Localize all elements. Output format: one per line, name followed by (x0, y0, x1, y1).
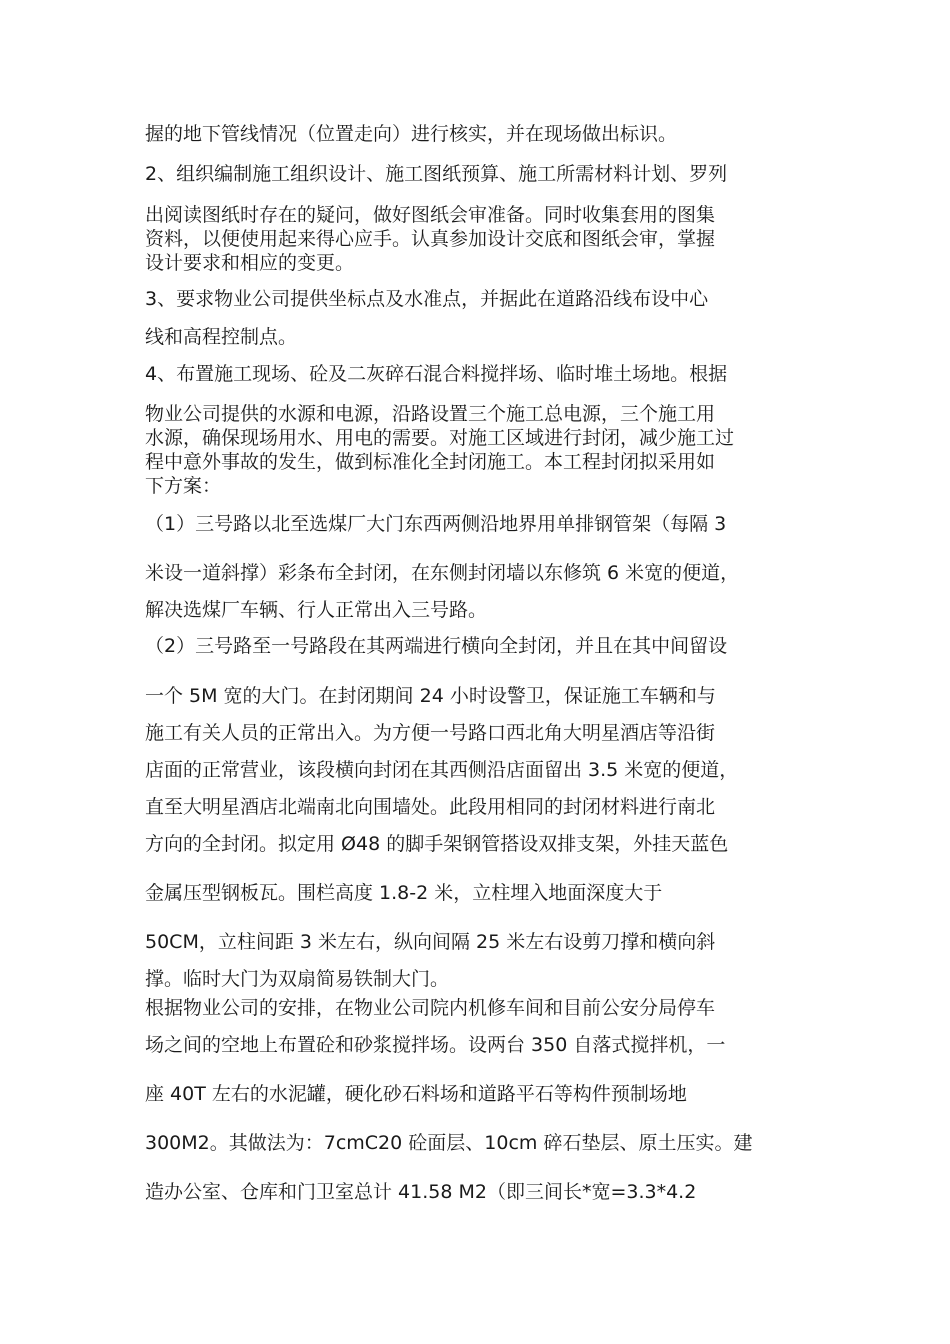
text-line-12: 下方案： (145, 475, 222, 497)
text-line-9: 物业公司提供的水源和电源，沿路设置三个施工总电源，三个施工用 (145, 403, 716, 425)
text-line-19: 店面的正常营业，该段横向封闭在其西侧沿店面留出 3.5 米宽的便道， (145, 759, 739, 781)
text-line-25: 根据物业公司的安排，在物业公司院内机修车间和目前公安分局停车 (145, 997, 716, 1019)
text-line-8: 4、布置施工现场、砼及二灰碎石混合料搅拌场、临时堆土场地。根据 (145, 363, 728, 385)
text-line-21: 方向的全封闭。拟定用 Ø48 的脚手架钢管搭设双排支架，外挂天蓝色 (145, 833, 729, 855)
text-line-4: 资料，以便使用起来得心应手。认真参加设计交底和图纸会审，掌握 (145, 228, 716, 250)
text-line-24: 撑。临时大门为双扇简易铁制大门。 (145, 968, 450, 990)
text-line-28: 300M2。其做法为：7cmC20 砼面层、10cm 碎石垫层、原土压实。建 (145, 1132, 753, 1154)
text-line-7: 线和高程控制点。 (145, 326, 298, 348)
text-line-29: 造办公室、仓库和门卫室总计 41.58 M2（即三间长*宽=3.3*4.2 (145, 1181, 697, 1203)
text-line-10: 水源，确保现场用水、用电的需要。对施工区域进行封闭，减少施工过 (145, 427, 735, 449)
text-line-1: 握的地下管线情况（位置走向）进行核实，并在现场做出标识。 (145, 123, 678, 145)
text-line-15: 解决选煤厂车辆、行人正常出入三号路。 (145, 599, 488, 621)
text-line-23: 50CM，立柱间距 3 米左右，纵向间隔 25 米左右设剪刀撑和横向斜 (145, 931, 716, 953)
text-line-22: 金属压型钢板瓦。围栏高度 1.8-2 米，立柱埋入地面深度大于 (145, 882, 663, 904)
text-line-20: 直至大明星酒店北端南北向围墙处。此段用相同的封闭材料进行南北 (145, 796, 716, 818)
text-line-3: 出阅读图纸时存在的疑问，做好图纸会审准备。同时收集套用的图集 (145, 204, 716, 226)
text-line-26: 场之间的空地上布置砼和砂浆搅拌场。设两台 350 自落式搅拌机，一 (145, 1034, 726, 1056)
text-line-27: 座 40T 左右的水泥罐，硬化砂石料场和道路平石等构件预制场地 (145, 1083, 687, 1105)
text-line-5: 设计要求和相应的变更。 (145, 252, 355, 274)
text-line-2: 2、组织编制施工组织设计、施工图纸预算、施工所需材料计划、罗列 (145, 163, 728, 185)
text-line-11: 程中意外事故的发生，做到标准化全封闭施工。本工程封闭拟采用如 (145, 451, 716, 473)
text-line-6: 3、要求物业公司提供坐标点及水准点，并据此在道路沿线布设中心 (145, 288, 709, 310)
text-line-14: 米设一道斜撑）彩条布全封闭，在东侧封闭墙以东修筑 6 米宽的便道， (145, 562, 740, 584)
text-line-16: （2）三号路至一号路段在其两端进行横向全封闭，并且在其中间留设 (145, 635, 728, 657)
text-line-13: （1）三号路以北至选煤厂大门东西两侧沿地界用单排钢管架（每隔 3 (145, 513, 727, 535)
text-line-18: 施工有关人员的正常出入。为方便一号路口西北角大明星酒店等沿街 (145, 722, 716, 744)
text-line-17: 一个 5M 宽的大门。在封闭期间 24 小时设警卫，保证施工车辆和与 (145, 685, 716, 707)
